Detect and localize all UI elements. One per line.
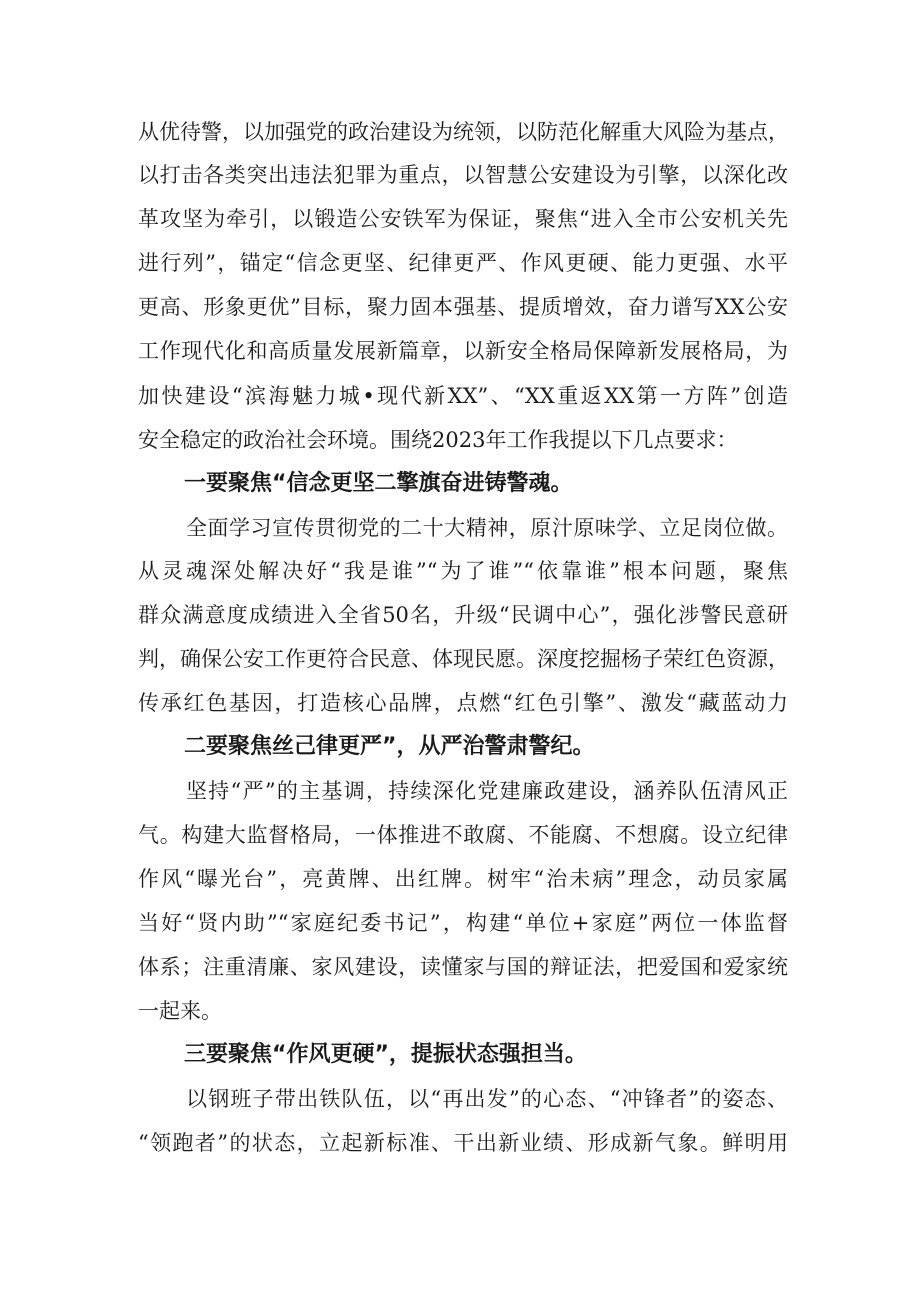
intro-line: 以打击各类突出违法犯罪为重点，以智慧公安建设为引擎，以深化改 xyxy=(138,163,788,187)
section-2-line: 坚持“严”的主基调，持续深化党建廉政建设，涵养队伍清风正 xyxy=(186,779,788,803)
intro-line: 安全稳定的政治社会环境。围绕2023年工作我提以下几点要求： xyxy=(138,428,738,452)
section-2-line: 体系；注重清廉、家风建设，读懂家与国的辩证法，把爱国和爱家统 xyxy=(138,955,788,979)
section-2-line: 一起来。 xyxy=(138,999,222,1023)
section-2-heading: 二要聚焦丝己律更严”，从严治警肃警纪。 xyxy=(184,734,595,759)
intro-line: 工作现代化和高质量发展新篇章，以新安全格局保障新发展格局，为 xyxy=(138,339,788,363)
intro-line: 从优待警，以加强党的政治建设为统领，以防范化解重大风险为基点， xyxy=(138,120,789,144)
section-3-line: “领跑者”的状态，立起新标准、干出新业绩、形成新气象。鲜明用 xyxy=(138,1131,788,1155)
intro-line: 革攻坚为牵引，以锻造公安铁军为保证，聚焦“进入全市公安机关先 xyxy=(138,207,788,231)
section-1-line: 判，确保公安工作更符合民意、体现民愿。深度挖掘杨子荣红色资源， xyxy=(138,647,789,671)
intro-line: 进行列”，锚定“信念更坚、纪律更严、作风更硬、能力更强、水平 xyxy=(138,251,788,275)
section-2-line: 气。构建大监督格局，一体推进不敢腐、不能腐、不想腐。设立纪律 xyxy=(138,823,788,847)
section-1-line: 从灵魂深处解决好“我是谁”“为了谁”“依靠谁”根本问题，聚焦 xyxy=(138,559,788,583)
section-1-line: 群众满意度成绩进入全省50名，升级“民调中心”，强化涉警民意研 xyxy=(138,603,788,627)
section-1-line: 全面学习宣传贯彻党的二十大精神，原汁原味学、立足岗位做。 xyxy=(186,516,788,540)
section-1-heading: 一要聚焦“信念更坚二擎旗奋进铸警魂。 xyxy=(184,471,573,496)
section-2-line: 作风“曝光台”，亮黄牌、出红牌。树牢“治未病”理念，动员家属 xyxy=(138,867,788,891)
section-3-heading: 三要聚焦“作风更硬”，提振状态强担当。 xyxy=(184,1042,587,1067)
section-3-line: 以钢班子带出铁队伍，以“再出发”的心态、“冲锋者”的姿态、 xyxy=(186,1087,788,1111)
section-2-line: 当好“贤内助”“家庭纪委书记”，构建“单位+家庭”两位一体监督 xyxy=(138,911,788,935)
intro-line: 加快建设“滨海魅力城•现代新XX”、“XX重返XX第一方阵”创造 xyxy=(138,384,788,408)
intro-line: 更高、形象更优”目标，聚力固本强基、提质增效，奋力谱写XX公安 xyxy=(138,295,788,319)
section-1-line: 传承红色基因，打造核心品牌，点燃“红色引擎”、激发“藏蓝动力 xyxy=(138,691,788,715)
